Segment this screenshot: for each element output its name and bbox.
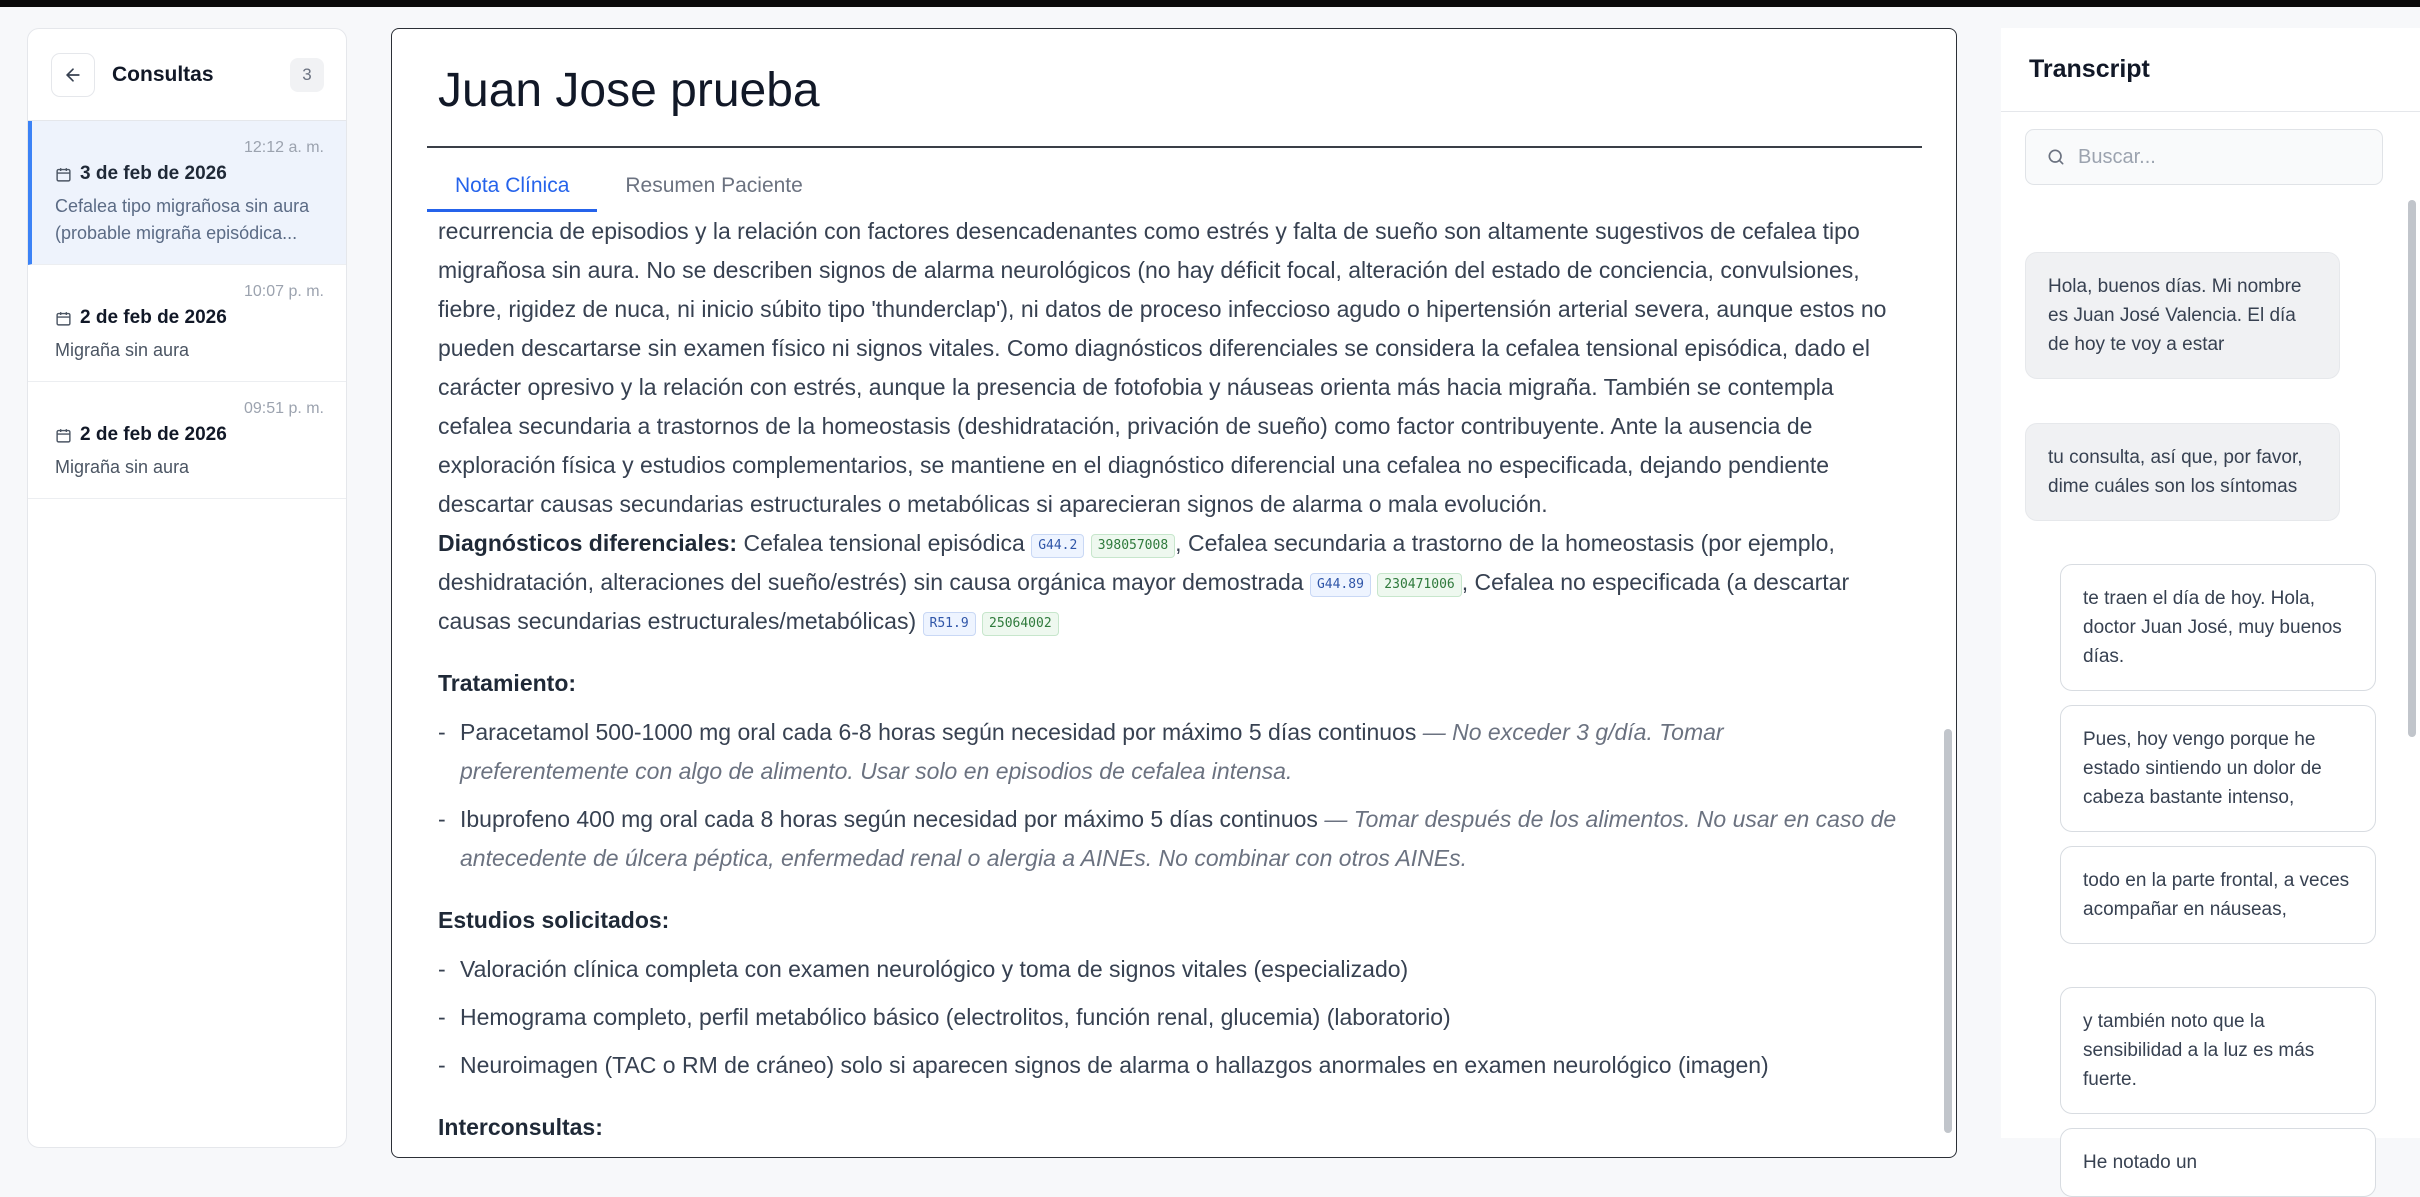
- message-bubble-patient: y también noto que la sensibilidad a la luz es más fuerte.: [2060, 987, 2376, 1114]
- consult-summary: Cefalea tipo migrañosa sin aura (probable migraña episódica...: [55, 196, 310, 243]
- consults-sidebar: [27, 28, 347, 1148]
- transcript-title: Transcript: [2029, 55, 2150, 83]
- study-text: Hemograma completo, perfil metabólico básico (electrolitos, función renal, glucemia) (laboratorio): [460, 1004, 1451, 1030]
- sidebar-title: Consultas: [112, 62, 214, 86]
- list-dash: -: [438, 719, 446, 745]
- note-scrollbar[interactable]: [1944, 729, 1952, 1133]
- treatment-text: Paracetamol 500-1000 mg oral cada 6-8 horas según necesidad por máximo 5 días continuos: [460, 719, 1417, 745]
- consult-date-row: [55, 307, 324, 329]
- treatment-heading: Tratamiento:: [438, 670, 577, 696]
- differential-separator: ,: [1461, 569, 1475, 595]
- calendar-icon: [55, 310, 72, 327]
- clinical-note-panel: [391, 28, 1957, 1158]
- transcript-scrollbar[interactable]: [2408, 200, 2416, 737]
- study-text: Neuroimagen (TAC o RM de cráneo) solo si aparecen signos de alarma o hallazgos anormales en examen neurológico (imagen): [460, 1052, 1769, 1078]
- transcript-divider: [2001, 111, 2420, 112]
- treatment-note: — Tomar después de los alimentos. No usar en caso de antecedente de úlcera péptica, enfermedad renal o alergia a AINEs. No combinar con otros AINEs.: [460, 806, 1897, 871]
- tab-resumen-paciente[interactable]: Resumen Paciente: [625, 174, 803, 197]
- treatment-note: — No exceder 3 g/día. Tomar preferentemente con algo de alimento. Usar solo en episodios de cefalea intensa.: [460, 719, 1724, 784]
- snomed-code-badge: 25064002: [982, 612, 1059, 636]
- snomed-code-badge: 230471006: [1377, 573, 1461, 597]
- title-divider: [427, 146, 1922, 148]
- consult-date: 2 de feb de 2026: [80, 424, 227, 445]
- search-icon: [2046, 147, 2066, 167]
- list-dash: -: [438, 1004, 446, 1030]
- message-bubble-patient: Pues, hoy vengo porque he estado sintiendo un dolor de cabeza bastante intenso,: [2060, 705, 2376, 832]
- consult-date: 3 de feb de 2026: [80, 163, 227, 184]
- consult-count-badge: 3: [290, 58, 324, 92]
- studies-heading: Estudios solicitados:: [438, 907, 670, 933]
- note-tabs: [427, 164, 831, 212]
- study-item: [438, 998, 1898, 1037]
- message-bubble-doctor: Hola, buenos días. Mi nombre es Juan José Valencia. El día de hoy te voy a estar: [2025, 252, 2340, 379]
- study-item: [438, 950, 1898, 989]
- back-button[interactable]: [51, 53, 95, 97]
- differentials-label: Diagnósticos diferenciales:: [438, 530, 738, 556]
- icd-code-badge: G44.89: [1310, 573, 1371, 597]
- calendar-icon: [55, 166, 72, 183]
- sidebar-header: [28, 29, 346, 121]
- window-top-edge: [0, 0, 2420, 7]
- consults-heading: Interconsultas:: [438, 1114, 603, 1140]
- calendar-icon: [55, 427, 72, 444]
- treatment-line: [460, 800, 1898, 878]
- consult-item[interactable]: [28, 265, 346, 382]
- consult-date-row: [55, 424, 324, 446]
- patient-name-title: Juan Jose prueba: [438, 64, 820, 117]
- differential-text: Cefalea secundaria a trastorno de la homeostasis (por ejemplo, deshidratación, alteraciones del sueño/estrés) sin causa orgánica mayor demostrada: [438, 530, 1835, 595]
- list-dash: -: [438, 956, 446, 982]
- message-bubble-doctor: tu consulta, así que, por favor, dime cuáles son los síntomas: [2025, 423, 2340, 521]
- snomed-code-badge: 398057008: [1091, 534, 1175, 558]
- transcript-panel: [2001, 28, 2420, 1173]
- list-dash: -: [438, 1052, 446, 1078]
- transcript-messages[interactable]: [2001, 224, 2420, 1173]
- treatment-item: [438, 713, 1898, 791]
- differential-text: Cefalea tensional episódica: [743, 530, 1025, 556]
- tab-nota-clinica[interactable]: Nota Clínica: [427, 164, 597, 212]
- message-bubble-patient: He notado un: [2060, 1128, 2376, 1197]
- consult-time: 09:51 p. m.: [243, 400, 324, 417]
- transcript-search: [2025, 129, 2383, 185]
- consult-time: 12:12 a. m.: [243, 139, 324, 156]
- consult-date-row: [55, 163, 324, 185]
- icd-code-badge: G44.2: [1031, 534, 1084, 558]
- note-content[interactable]: [438, 212, 1898, 1172]
- message-bubble-patient: te traen el día de hoy. Hola, doctor Juan José, muy buenos días.: [2060, 564, 2376, 691]
- treatment-item: [438, 800, 1898, 878]
- consult-item[interactable]: [28, 121, 346, 265]
- treatment-text: Ibuprofeno 400 mg oral cada 8 horas según necesidad por máximo 5 días continuos: [460, 806, 1318, 832]
- list-dash: -: [438, 806, 446, 832]
- search-input[interactable]: [2078, 146, 2358, 169]
- study-item: [438, 1046, 1898, 1085]
- differential-text: Cefalea no especificada (a descartar causas secundarias estructurales/metabólicas): [438, 569, 1850, 634]
- differentials-section: [438, 524, 1898, 641]
- treatment-line: [460, 713, 1898, 791]
- study-text: Valoración clínica completa con examen neurológico y toma de signos vitales (especializado): [460, 956, 1409, 982]
- consult-summary: Migraña sin aura: [55, 457, 190, 477]
- consult-time: 10:07 p. m.: [243, 283, 324, 300]
- icd-code-badge: R51.9: [923, 612, 976, 636]
- differential-separator: ,: [1175, 530, 1188, 556]
- assessment-text: migrañosa sin aura. No se describen signos de alarma neurológicos (no hay déficit focal, alteración del estado de conciencia, convulsiones, fiebre, rigidez de nuca, ni inicio súbito tipo 'thunderclap'), ni datos de proceso infeccioso agudo o hipertensión arterial severa, aunque estos no pueden descartarse sin examen físico ni signos vitales. Como diagnósticos diferenciales se considera la cefalea tensional episódica, dado el carácter opresivo y la relación con estrés, aunque la presencia de fotofobia y náuseas orienta más hacia migraña. También se contempla cefalea secundaria a trastornos de la homeostasis (deshidratación, privación de sueño) como factor contribuyente. Ante la ausencia de exploración física y estudios complementarios, se mantiene en el diagnóstico diferencial una cefalea no especificada, dejando pendiente descartar causas secundarias estructurales o metabólicas si aparecieran signos de alarma o mala evolución.: [438, 257, 1887, 517]
- consult-summary: Migraña sin aura: [55, 340, 190, 360]
- assessment-text-partial: recurrencia de episodios y la relación con factores desencadenantes como estrés y falta de sueño son altamente sugestivos de cefalea tipo: [438, 218, 1860, 244]
- message-bubble-patient: todo en la parte frontal, a veces acompañar en náuseas,: [2060, 846, 2376, 944]
- consult-date: 2 de feb de 2026: [80, 307, 227, 328]
- arrow-left-icon: [63, 65, 83, 85]
- consult-item[interactable]: [28, 382, 346, 499]
